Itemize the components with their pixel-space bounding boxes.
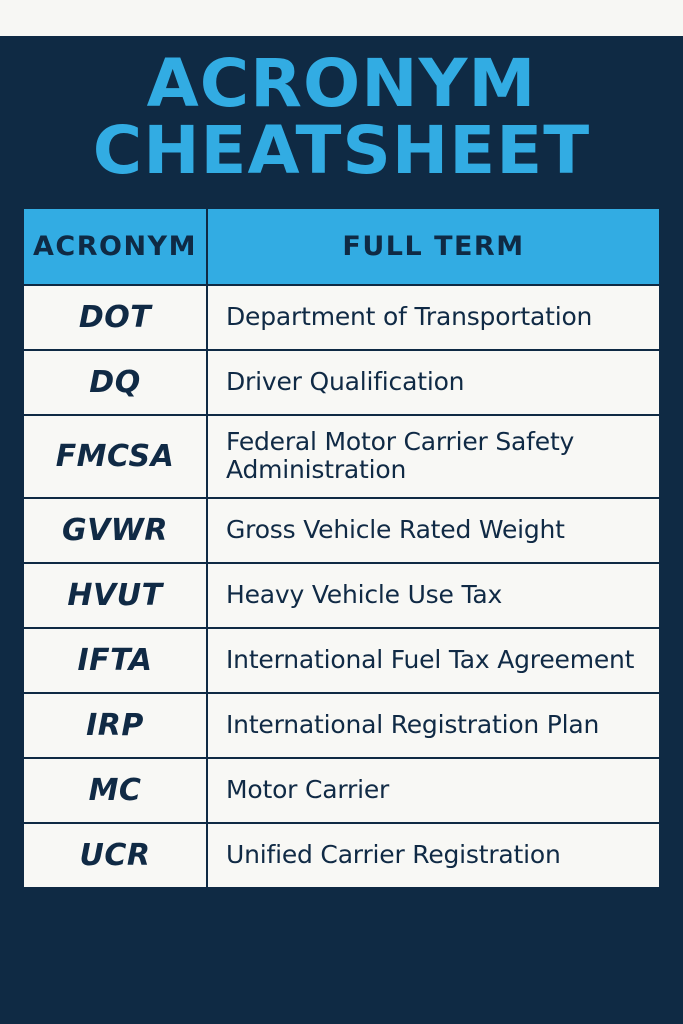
cell-acronym: MC — [23, 758, 207, 823]
cell-acronym: UCR — [23, 823, 207, 888]
cell-term: Federal Motor Carrier Safety Administration — [207, 415, 660, 498]
cell-acronym: GVWR — [23, 498, 207, 563]
cell-term: Gross Vehicle Rated Weight — [207, 498, 660, 563]
cell-acronym: DQ — [23, 350, 207, 415]
table-row — [23, 563, 660, 628]
table-row — [23, 415, 660, 498]
table-row — [23, 350, 660, 415]
cell-term: Heavy Vehicle Use Tax — [207, 563, 660, 628]
table-row — [23, 758, 660, 823]
cell-term: Driver Qualification — [207, 350, 660, 415]
table-row — [23, 498, 660, 563]
cell-acronym: DOT — [23, 285, 207, 350]
top-strip — [0, 0, 683, 36]
cell-acronym: FMCSA — [23, 415, 207, 498]
cell-acronym: IFTA — [23, 628, 207, 693]
table-row — [23, 693, 660, 758]
cell-term: International Fuel Tax Agreement — [207, 628, 660, 693]
cell-term: Department of Transportation — [207, 285, 660, 350]
acronym-table — [22, 207, 661, 889]
table-body — [23, 285, 660, 888]
column-header-full-term: FULL TERM — [207, 208, 660, 285]
cell-acronym: IRP — [23, 693, 207, 758]
cell-term: Unified Carrier Registration — [207, 823, 660, 888]
table-header-row — [23, 208, 660, 285]
title-line-2: CHEATSHEET — [92, 112, 591, 190]
table-row — [23, 285, 660, 350]
table-row — [23, 823, 660, 888]
table-row — [23, 628, 660, 693]
cell-acronym: HVUT — [23, 563, 207, 628]
title-line-1: ACRONYM — [146, 45, 537, 122]
column-header-acronym: ACRONYM — [23, 208, 207, 285]
cell-term: International Registration Plan — [207, 693, 660, 758]
page-title — [0, 36, 683, 191]
cell-term: Motor Carrier — [207, 758, 660, 823]
